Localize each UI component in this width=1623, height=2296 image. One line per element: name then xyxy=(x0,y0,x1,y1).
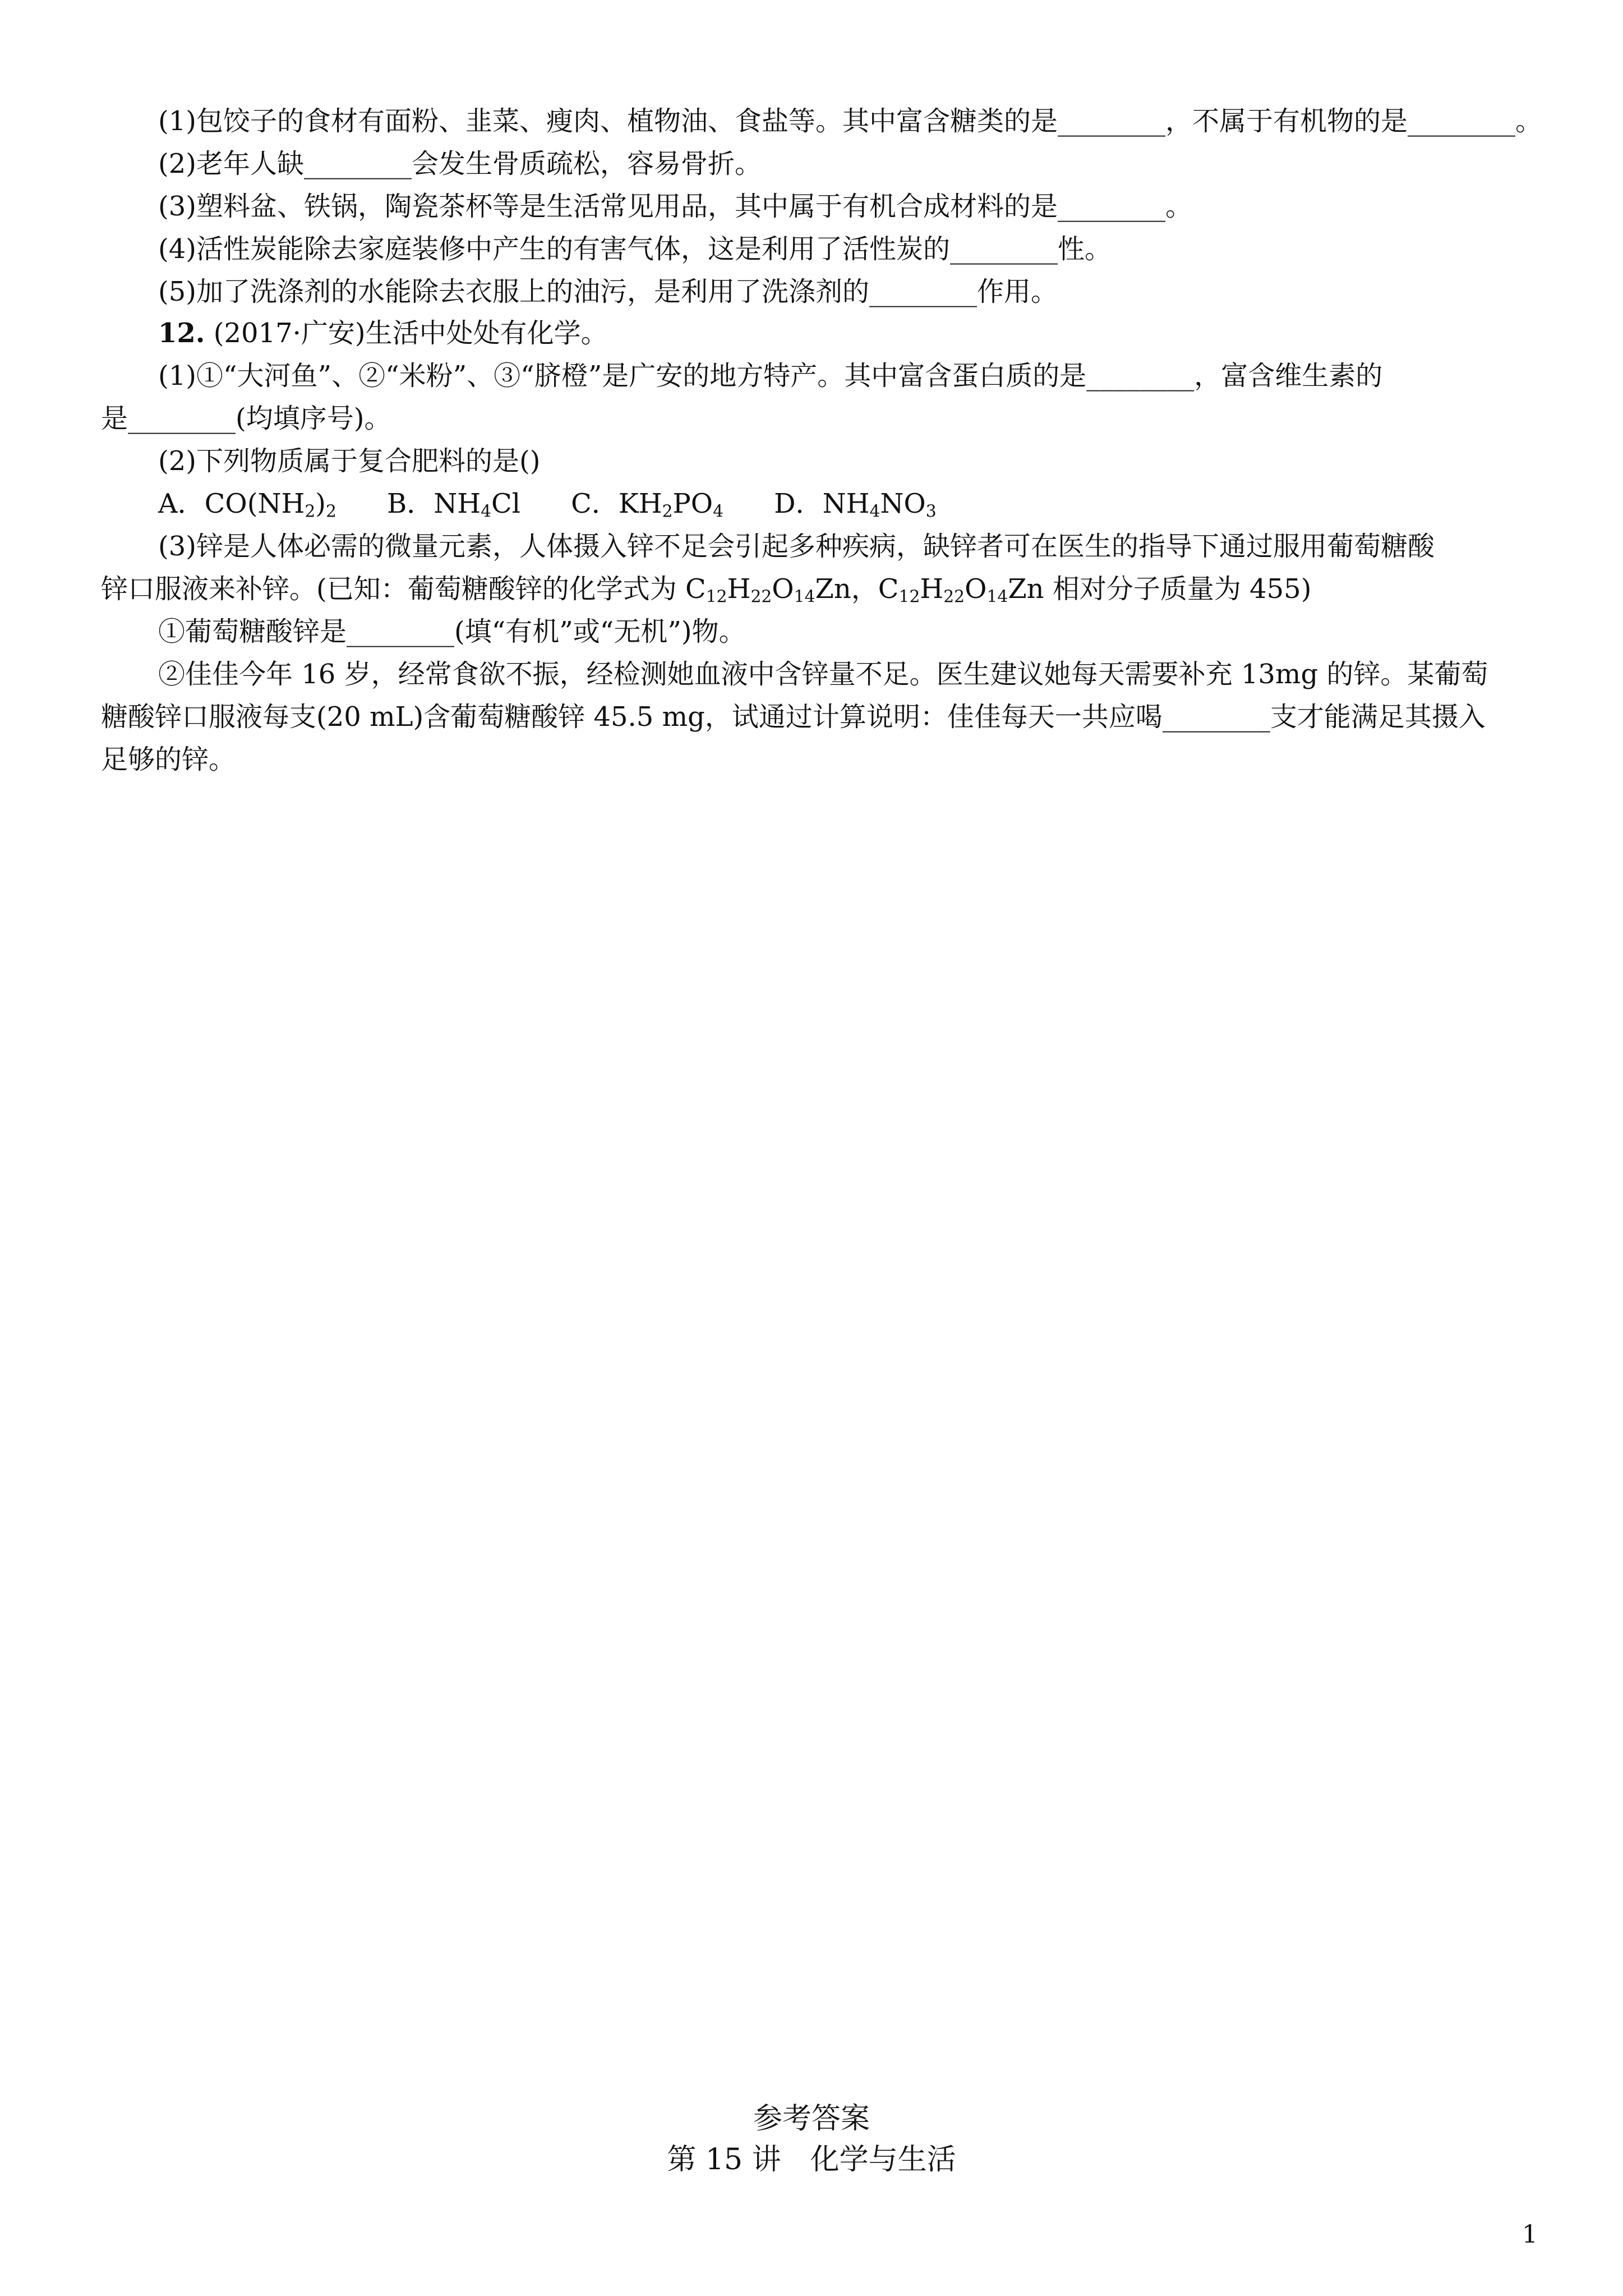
q12-part1-line1: (1)①“大河鱼”、②“米粉”、③“脐橙”是广安的地方特产。其中富含蛋白质的是________，富含维生素的 xyxy=(158,360,1383,392)
option-d: D．$NH_4NO_3$ xyxy=(774,488,937,522)
q12-sub2-line3: 足够的锌。 xyxy=(101,744,236,775)
q12-part1-line2: 是________(均填序号)。 xyxy=(101,403,391,434)
q12-sub2-line1: ②佳佳今年 16 岁，经常食欲不振，经检测她血液中含锌量不足。医生建议她每天需要补充 13mg 的锌。某葡萄 xyxy=(158,659,1488,690)
q12-part2: (2)下列物质属于复合肥料的是() xyxy=(158,445,541,477)
option-c: C．$KH_2PO_4$ xyxy=(571,488,724,522)
q11-part5: (5)加了洗涤剂的水能除去衣服上的油污，是利用了洗涤剂的________作用。 xyxy=(158,276,1058,307)
answer-heading: 参考答案 xyxy=(753,2102,870,2136)
q11-part2: (2)老年人缺________会发生骨质疏松，容易骨折。 xyxy=(158,148,762,180)
page-number: 1 xyxy=(1522,2220,1538,2249)
option-b: B．$NH_4Cl$ xyxy=(386,488,521,522)
q12-sub2-line2: 糖酸锌口服液每支(20 mL)含葡萄糖酸锌 45.5 mg，试通过计算说明：佳佳每天一共应喝________支才能满足其摄入 xyxy=(101,701,1486,733)
q12-header xyxy=(158,316,608,350)
lecture-title: 第 15 讲 化学与生活 xyxy=(667,2143,956,2177)
q12-stem: (2017·广安)生活中处处有化学。 xyxy=(213,318,608,349)
q12-part3-line2: 锌口服液来补锌。(已知：葡萄糖酸锌的化学式为 $C_{12}H_{22}O_{14}Zn$，$C_{12}H_{22}O_{14}Zn$ 相对分子质量为 455) xyxy=(101,573,1312,607)
q12-number: 12. xyxy=(158,318,205,349)
q12-options xyxy=(158,487,937,521)
option-a: A．$CO(NH_2)_2$ xyxy=(158,488,336,522)
q12-part3-line1: (3)锌是人体必需的微量元素，人体摄入锌不足会引起多种疾病，缺锌者可在医生的指导下通过服用葡萄糖酸 xyxy=(158,531,1435,562)
q11-part4: (4)活性炭能除去家庭装修中产生的有害气体，这是利用了活性炭的________性。 xyxy=(158,233,1112,265)
q11-part1: (1)包饺子的食材有面粉、韭菜、瘦肉、植物油、食盐等。其中富含糖类的是________，不属于有机物的是________。 xyxy=(158,105,1542,137)
q12-sub1: ①葡萄糖酸锌是________(填“有机”或“无机”)物。 xyxy=(158,616,746,647)
q11-part3: (3)塑料盆、铁锅，陶瓷茶杯等是生活常见用品，其中属于有机合成材料的是________。 xyxy=(158,191,1192,222)
